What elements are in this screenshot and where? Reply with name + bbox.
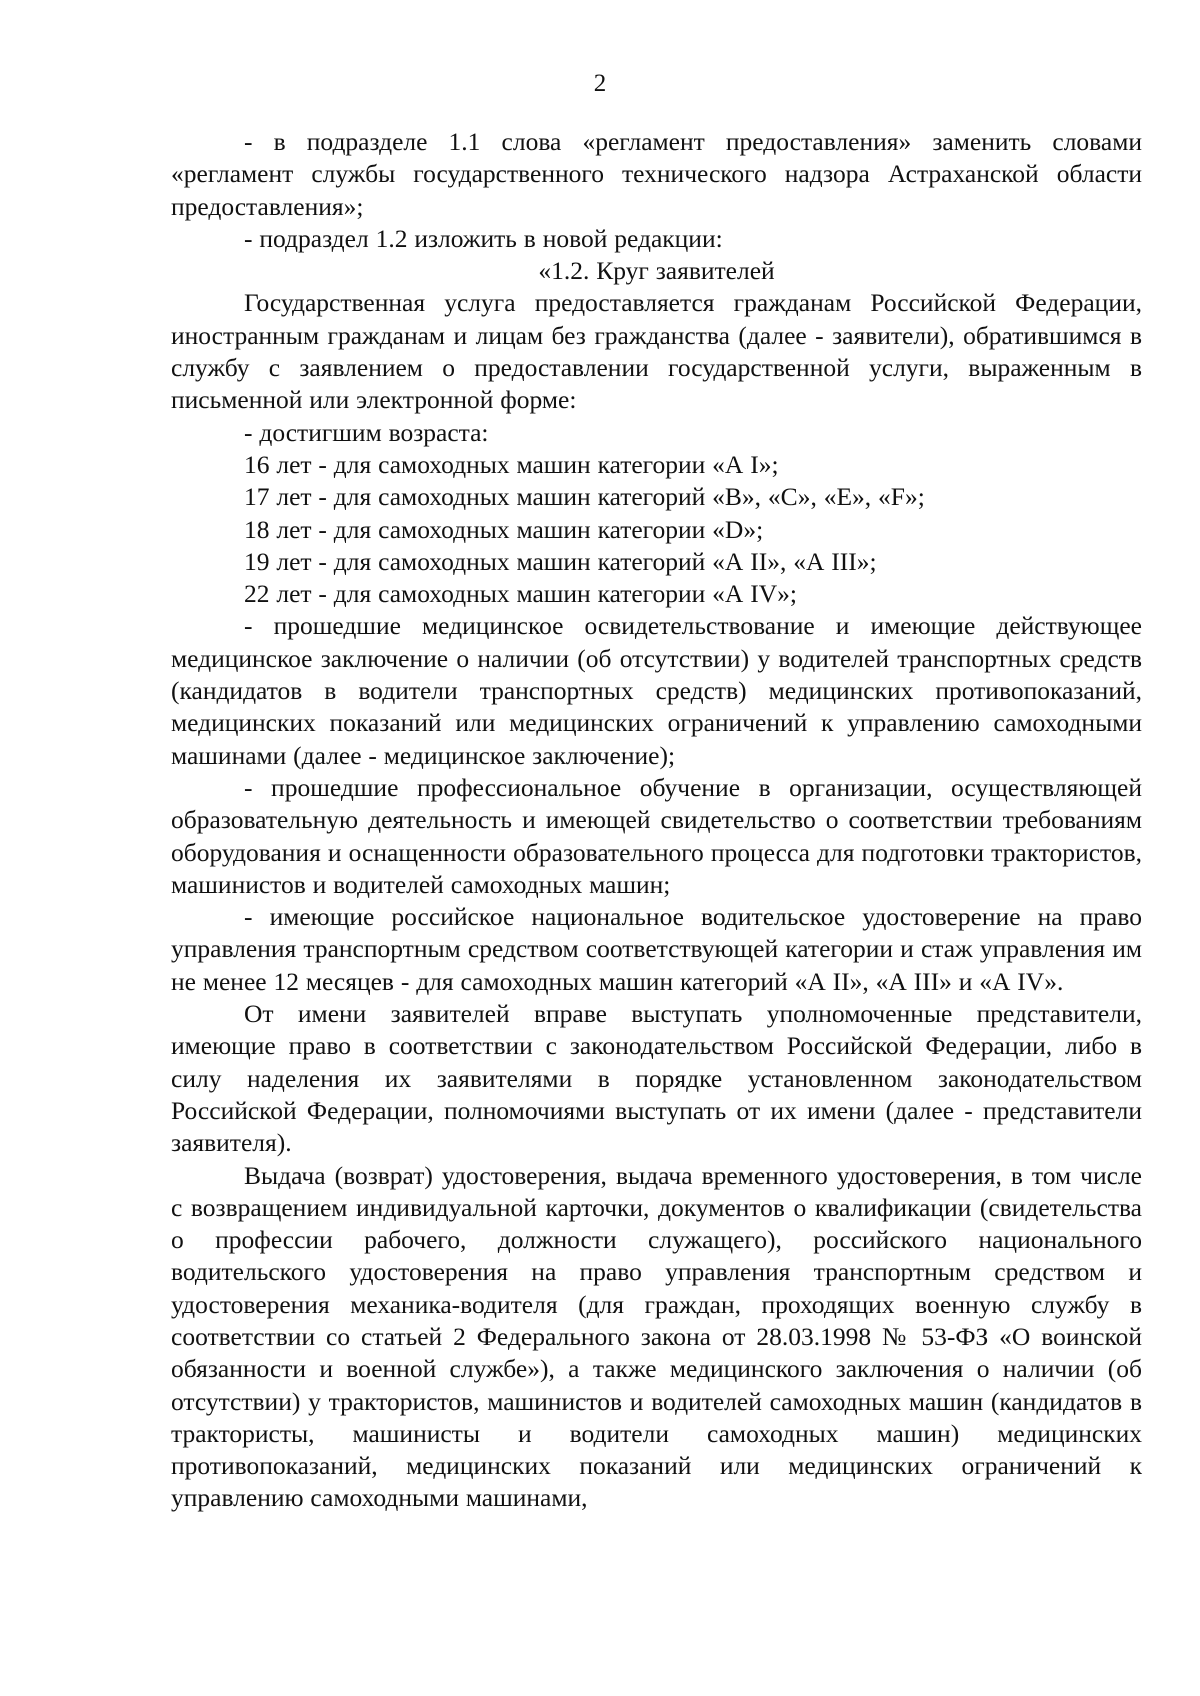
list-item-driving-license: - имеющие российское национальное водительское удостоверение на право управления транспортным средством соответствующей категории и стаж управления им не менее 12 месяцев - для самоходных машин категорий «А II», «А III» и «А IV». (171, 902, 1142, 996)
list-item-age-reached: - достигшим возраста: (244, 417, 489, 447)
page-number: 2 (593, 70, 607, 97)
paragraph-issuance-return: Выдача (возврат) удостоверения, выдача временного удостоверения, в том числе с возвращением индивидуальной карточки, документов о квалификации (свидетельства о профессии рабочего, должности служащего), российского национального водительского удостоверения на право управления транспортным средством и удостоверения механика-водителя (для граждан, проходящих военную службу в соответствии со статьей 2 Федерального закона от 28.03.1998 № 53-ФЗ «О воинской обязанности и военной службе»), а также медицинского заключения о наличии (об отсутствии) у трактористов, машинистов и водителей самоходных машин (кандидатов в трактористы, машинисты и водители самоходных машин) медицинских противопоказаний, медицинских показаний или медицинских ограничений к управлению самоходными машинами, (171, 1160, 1142, 1513)
list-item-age-22: 22 лет - для самоходных машин категории «А IV»; (244, 579, 797, 609)
paragraph-representatives: От имени заявителей вправе выступать уполномоченные представители, имеющие право в соответствии с законодательством Российской Федерации, либо в силу наделения их заявителями в порядке установленном законодательством Российской Федерации, полномочиями выступать от их имени (далее - представители заявителя). (171, 999, 1142, 1158)
list-item-age-18: 18 лет - для самоходных машин категории «D»; (244, 514, 764, 544)
paragraph-service-provided: Государственная услуга предоставляется гражданам Российской Федерации, иностранным гражданам и лицам без гражданства (далее - заявители), обратившимся в службу с заявлением о предоставлении государственной услуги, выраженным в письменной или электронной форме: (171, 288, 1142, 415)
document-body (171, 126, 1142, 1515)
paragraph-subsection-1-2-intro: - подраздел 1.2 изложить в новой редакции: (244, 223, 723, 253)
list-item-professional-training: - прошедшие профессиональное обучение в организации, осуществляющей образовательную деятельность и имеющей свидетельство о соответствии требованиям оборудования и оснащенности образовательного процесса для подготовки трактористов, машинистов и водителей самоходных машин; (171, 772, 1142, 899)
list-item-medical-examination: - прошедшие медицинское освидетельствование и имеющие действующее медицинское заключение о наличии (об отсутствии) у водителей транспортных средств (кандидатов в водители транспортных средств) медицинских противопоказаний, медицинских показаний или медицинских ограничений к управлению самоходными машинами (далее - медицинское заключение); (171, 611, 1142, 770)
list-item-age-16: 16 лет - для самоходных машин категории «А I»; (244, 449, 779, 479)
paragraph-subsection-1-1-amendment: - в подразделе 1.1 слова «регламент предоставления» заменить словами «регламент службы государственного технического надзора Астраханской области предоставления»; (171, 127, 1142, 221)
list-item-age-19: 19 лет - для самоходных машин категорий «А II», «А III»; (244, 546, 877, 576)
section-heading-applicants: «1.2. Круг заявителей (538, 256, 775, 286)
list-item-age-17: 17 лет - для самоходных машин категорий «В», «С», «Е», «F»; (244, 482, 925, 512)
